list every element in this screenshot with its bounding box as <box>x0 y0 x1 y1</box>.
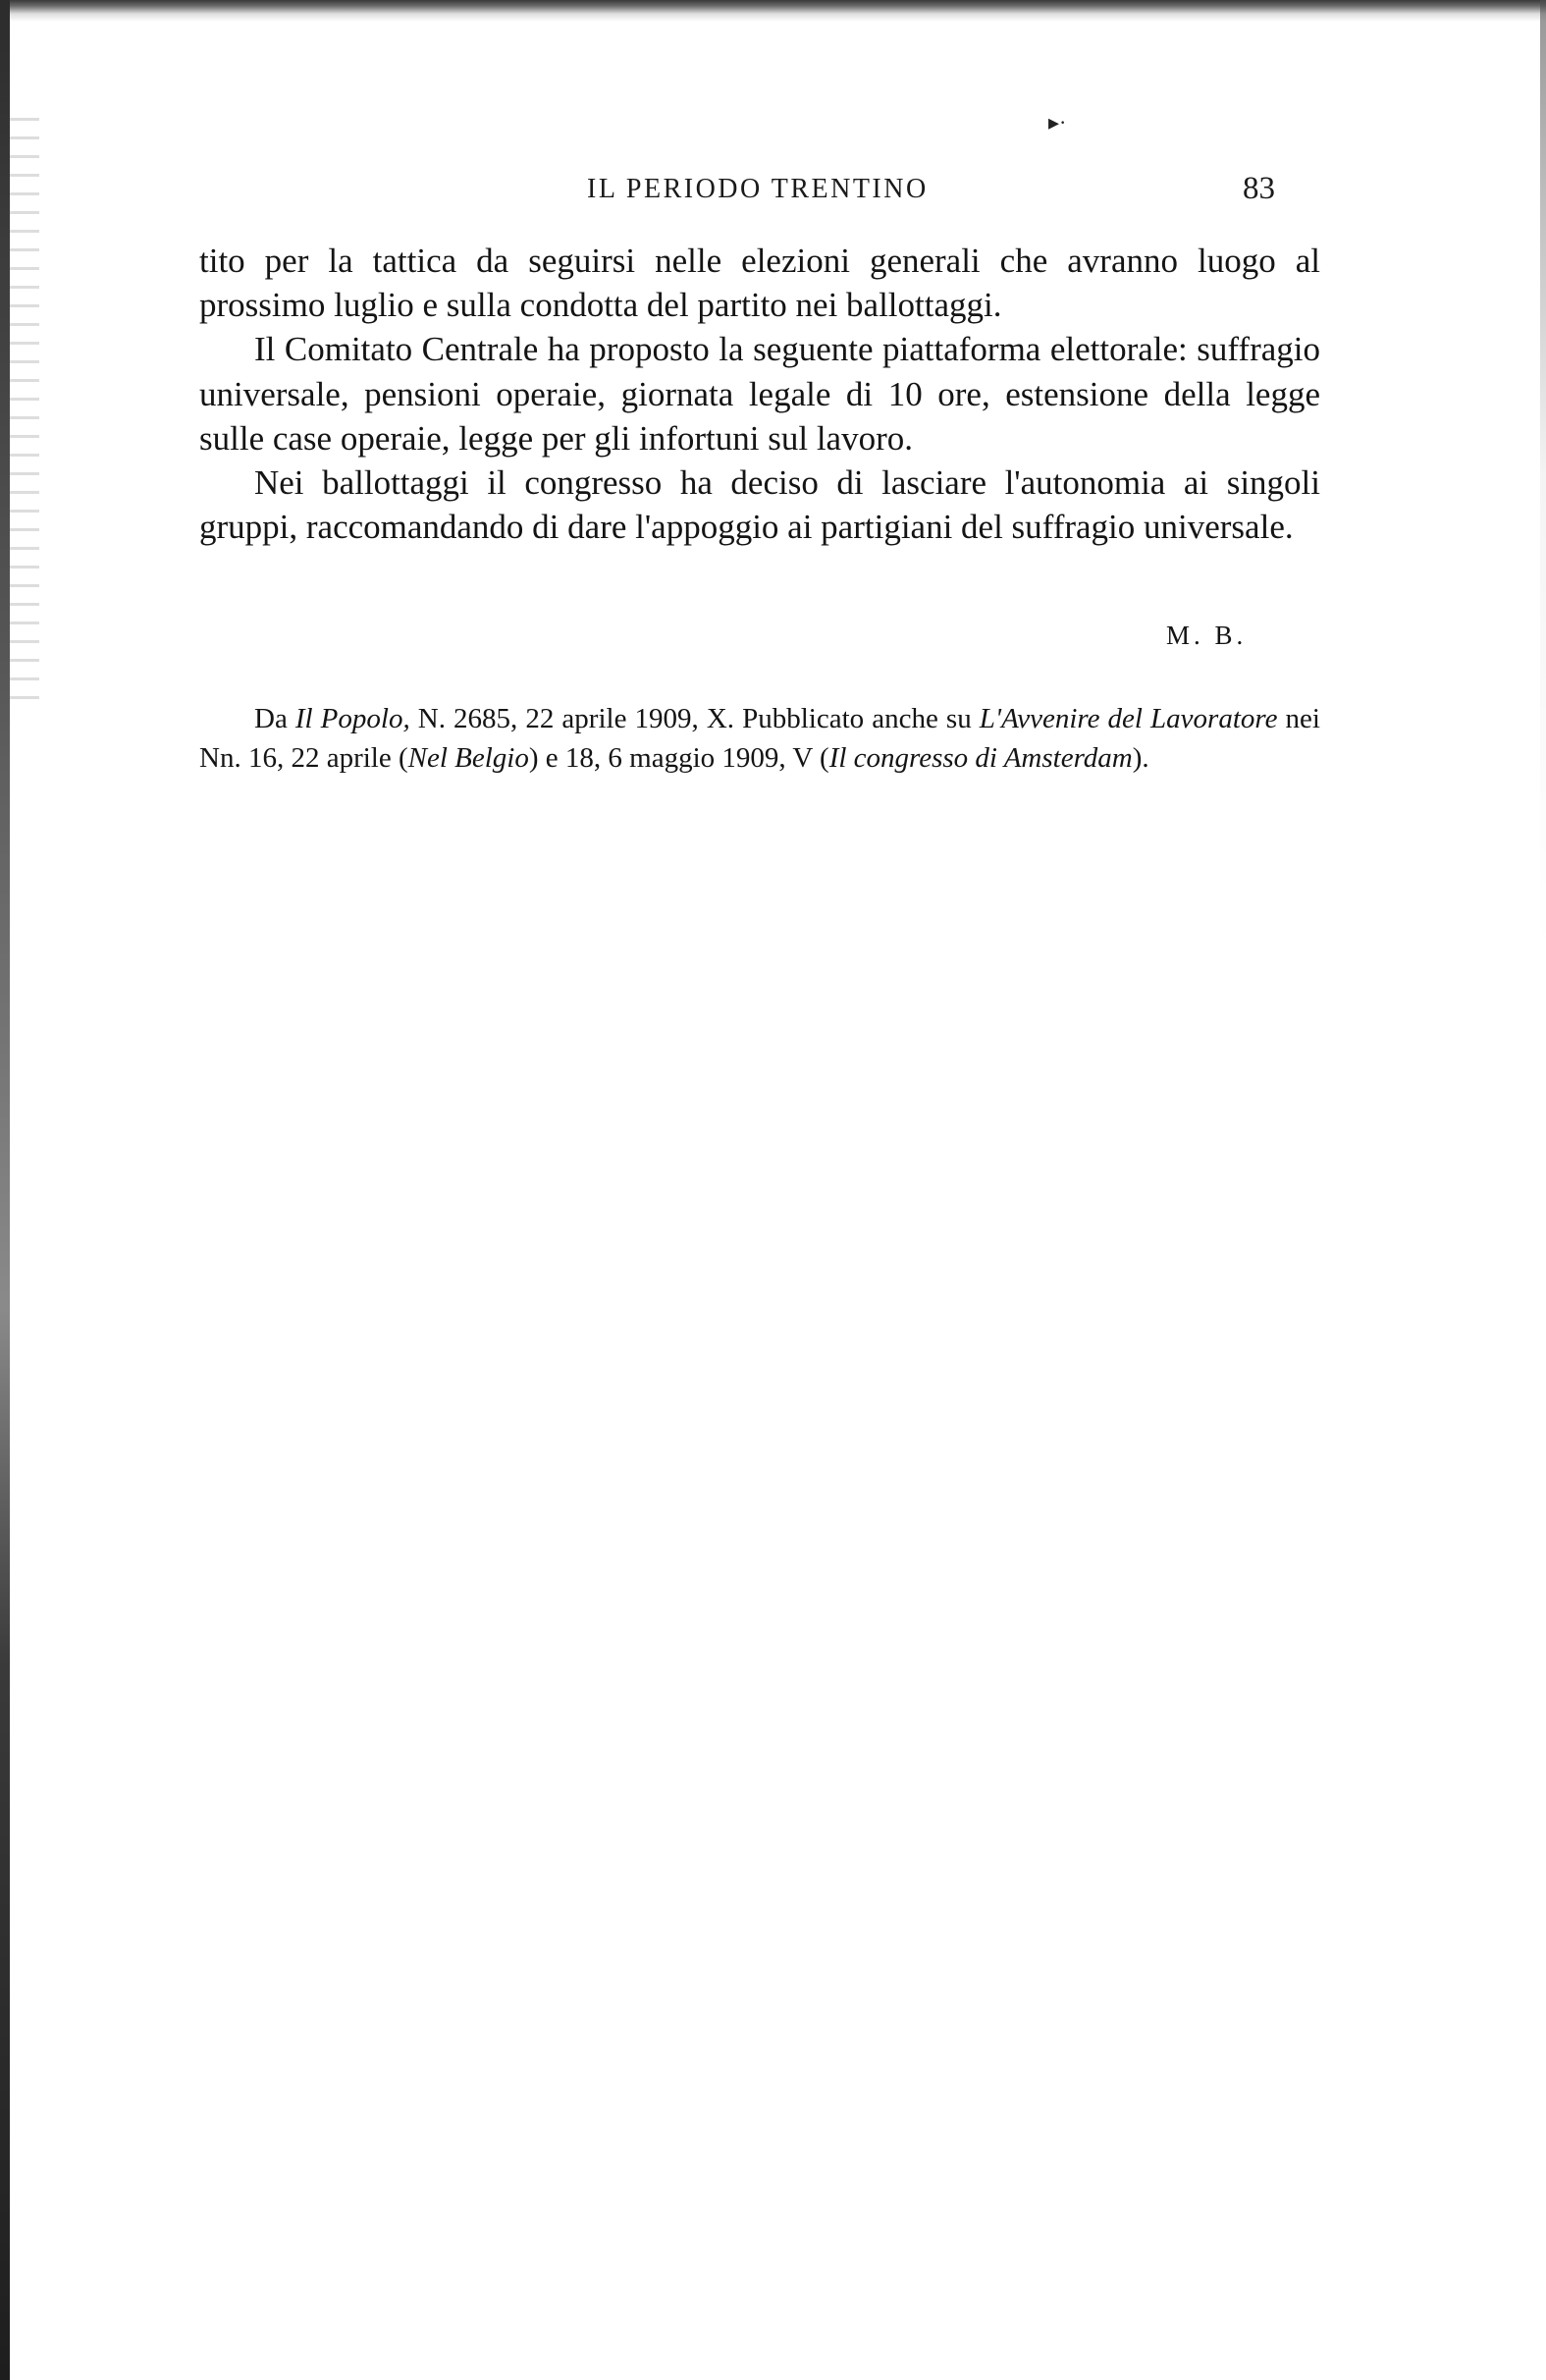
author-signature: M. B. <box>1166 621 1248 650</box>
paragraph: tito per la tattica da seguirsi nelle elezioni generali che avranno luogo al prossimo luglio e sulla condotta del partito nei ballottaggi. <box>199 242 1320 325</box>
running-title: IL PERIODO TRENTINO <box>587 174 929 204</box>
source-title: Il Popolo, <box>294 703 410 734</box>
paragraph: Nei ballottaggi il congresso ha deciso di lasciare l'autonomia ai singoli gruppi, raccomandando di dare l'appoggio ai partigiani del suffragio universale. <box>199 463 1320 547</box>
source-title: Il congresso di Amsterdam <box>828 742 1133 774</box>
source-note <box>199 699 1320 778</box>
body-text <box>199 239 1320 549</box>
source-text: ). <box>1132 742 1149 774</box>
source-title: Nel Belgio <box>407 742 529 774</box>
page-number: 83 <box>1243 171 1275 206</box>
source-text: nei Nn. 16, 22 aprile ( <box>199 703 1320 774</box>
source-text: ) e 18, 6 maggio 1909, V ( <box>528 742 829 774</box>
source-note-text <box>199 699 1320 778</box>
margin-mark: ▸· <box>1048 110 1067 135</box>
paragraph: Il Comitato Centrale ha proposto la seguente piattaforma elettorale: suffragio universale, pensioni operaie, giornata legale di 10 ore, estensione della legge sulle case operaie, legge per gli infortuni sul lavoro. <box>199 330 1320 458</box>
source-text: Da <box>254 703 295 734</box>
source-text: N. 2685, 22 aprile 1909, X. Pubblicato anche su <box>409 703 980 734</box>
source-title: L'Avvenire del Lavoratore <box>979 703 1278 734</box>
